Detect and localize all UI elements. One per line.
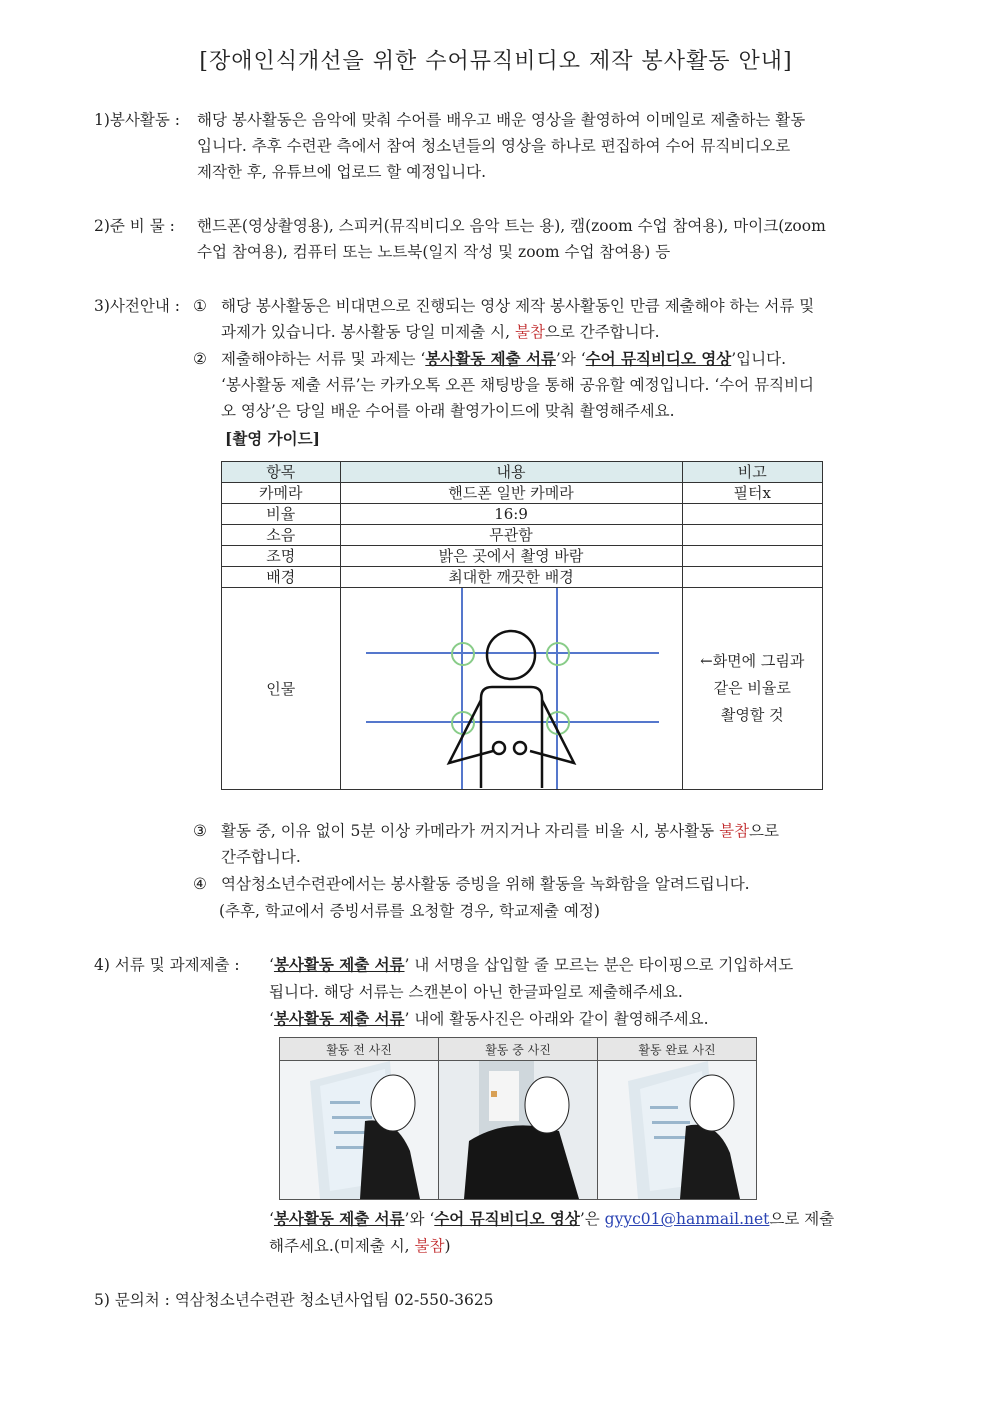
person-note-cell [682, 588, 822, 790]
paragraph-line: 해당 봉사활동은 비대면으로 진행되는 영상 제작 봉사활동인 만큼 제출해야 하는 서류 및 [221, 297, 815, 315]
table-cell: 소음 [222, 525, 341, 546]
table-cell: 조명 [222, 546, 341, 567]
photo-row [280, 1061, 757, 1200]
table-cell: 밝은 곳에서 촬영 바람 [340, 546, 682, 567]
text-run: ’와 ‘ [404, 1210, 435, 1228]
paragraph-line: 오 영상’은 당일 배운 수어를 아래 촬영가이드에 맞춰 촬영해주세요. [221, 402, 675, 420]
photo-before-image [280, 1061, 438, 1199]
photo-before-activity [280, 1061, 438, 1199]
table-row [222, 567, 823, 588]
photo-cell-after [598, 1061, 757, 1200]
paragraph-line [269, 1208, 834, 1230]
video-name-emphasis: 수어 뮤직비디오 영상 [434, 1209, 580, 1228]
table-row [222, 546, 823, 567]
person-framing-diagram [340, 588, 682, 790]
page-title: [장애인식개선을 위한 수어뮤직비디오 제작 봉사활동 안내] [199, 49, 793, 74]
paragraph-line [269, 1235, 451, 1257]
text-run: ‘ [269, 1010, 274, 1028]
paragraph-line: 입니다. 추후 수련관 측에서 참여 청소년들의 영상을 하나로 편집하여 수어 뮤직비디오로 [197, 137, 791, 155]
paragraph-line: (추후, 학교에서 증빙서류를 요청할 경우, 학교제출 예정) [219, 902, 600, 920]
table-cell: 카메라 [222, 483, 341, 504]
activity-photo-table [279, 1037, 757, 1200]
photo-cell-during [439, 1061, 598, 1200]
absence-word: 불참 [414, 1237, 445, 1255]
photo-during-activity [439, 1061, 597, 1199]
photo-after-image [598, 1061, 756, 1199]
text-run: ’ 내 서명을 삽입할 줄 모르는 분은 타이핑으로 기입하셔도 [404, 956, 794, 974]
item-number: ② [193, 350, 207, 368]
paragraph-line [269, 1008, 709, 1030]
text-run: ’입니다. [731, 350, 786, 368]
paragraph-line: 간주합니다. [221, 848, 301, 866]
note-line: 촬영할 것 [720, 706, 784, 724]
text-run: 제출해야하는 서류 및 과제는 ‘ [221, 350, 426, 368]
table-row [222, 525, 823, 546]
text-run: 해주세요.(미제출 시, [269, 1237, 415, 1255]
text-run: ’와 ‘ [555, 350, 586, 368]
text-run: ’ 내에 활동사진은 아래와 같이 촬영해주세요. [404, 1010, 709, 1028]
note-line: 같은 비율로 [713, 679, 791, 697]
section-label: 1)봉사활동 : [94, 111, 180, 129]
table-cell [682, 504, 822, 525]
header-cell: 활동 중 사진 [439, 1038, 598, 1061]
section-label: 4) 서류 및 과제제출 : [94, 956, 240, 974]
table-cell [682, 525, 822, 546]
text-run: ‘ [269, 956, 274, 974]
paragraph-line: 핸드폰(영상촬영용), 스피커(뮤직비디오 음악 트는 용), 캠(zoom 수업 참여용), 마이크(zoom [197, 217, 826, 235]
contact-info: 5) 문의처 : 역삼청소년수련관 청소년사업팀 02-550-3625 [94, 1291, 494, 1309]
paragraph-line: 수업 참여용), 컴퓨터 또는 노트북(일지 작성 및 zoom 수업 참여용) 등 [197, 243, 671, 261]
note-line: ←화면에 그림과 [700, 652, 805, 670]
table-row [222, 483, 823, 504]
text-run: 으로 간주합니다. [544, 323, 660, 341]
table-row [222, 504, 823, 525]
header-cell: 내용 [340, 462, 682, 483]
absence-word: 불참 [719, 822, 750, 840]
table-cell: 최대한 깨끗한 배경 [340, 567, 682, 588]
table-cell: 배경 [222, 567, 341, 588]
table-cell: 16:9 [340, 504, 682, 525]
paragraph-line [221, 348, 786, 370]
paragraph-line [221, 321, 660, 343]
header-cell: 활동 완료 사진 [598, 1038, 757, 1061]
table-cell: 핸드폰 일반 카메라 [340, 483, 682, 504]
filming-guide-table [221, 461, 823, 790]
doc-name-emphasis: 봉사활동 제출 서류 [273, 1209, 405, 1228]
item-number: ③ [193, 822, 207, 840]
table-cell [682, 546, 822, 567]
header-cell: 활동 전 사진 [280, 1038, 439, 1061]
text-run: ) [444, 1237, 451, 1255]
section-label: 3)사전안내 : [94, 297, 180, 315]
paragraph-line [269, 954, 793, 976]
email-link[interactable]: gyyc01@hanmail.net [604, 1210, 770, 1228]
absence-word: 불참 [514, 323, 545, 341]
photo-after-activity [598, 1061, 756, 1199]
header-cell: 항목 [222, 462, 341, 483]
header-cell: 비고 [682, 462, 822, 483]
doc-name-emphasis: 봉사활동 제출 서류 [425, 349, 556, 368]
paragraph-line: 역삼청소년수련관에서는 봉사활동 증빙을 위해 활동을 녹화함을 알려드립니다. [221, 875, 750, 893]
doc-name-emphasis: 봉사활동 제출 서류 [273, 1009, 405, 1028]
table-header-row [280, 1038, 757, 1061]
table-cell [682, 567, 822, 588]
paragraph-line: 됩니다. 해당 서류는 스캔본이 아닌 한글파일로 제출해주세요. [269, 983, 683, 1001]
text-run: 으로 [749, 822, 779, 840]
video-name-emphasis: 수어 뮤직비디오 영상 [585, 349, 732, 368]
item-number: ① [193, 297, 207, 315]
paragraph-line: 제작한 후, 유튜브에 업로드 할 예정입니다. [197, 163, 487, 181]
table-row-person [222, 588, 823, 790]
guide-title: [촬영 가이드] [225, 429, 320, 448]
section-label: 2)준 비 물 : [94, 217, 175, 235]
paragraph-line: 해당 봉사활동은 음악에 맞춰 수어를 배우고 배운 영상을 촬영하여 이메일로 제출하는 활동 [197, 111, 806, 129]
photo-during-image [439, 1061, 597, 1199]
text-run: ’은 [579, 1210, 605, 1228]
text-run: 활동 중, 이유 없이 5분 이상 카메라가 꺼지거나 자리를 비울 시, 봉사활동 [221, 822, 720, 840]
table-cell: 비율 [222, 504, 341, 525]
text-run: 과제가 있습니다. 봉사활동 당일 미제출 시, [221, 323, 515, 341]
text-run: ‘ [269, 1210, 274, 1228]
table-cell: 인물 [222, 588, 341, 790]
doc-name-emphasis: 봉사활동 제출 서류 [273, 955, 405, 974]
paragraph-line: ‘봉사활동 제출 서류’는 카카오톡 오픈 채팅방을 통해 공유할 예정입니다. ‘수어 뮤직비디 [221, 376, 815, 394]
person-framing-figure [341, 588, 681, 789]
photo-cell-before [280, 1061, 439, 1200]
table-cell: 무관함 [340, 525, 682, 546]
table-header-row [222, 462, 823, 483]
table-cell: 필터x [682, 483, 822, 504]
item-number: ④ [193, 875, 207, 893]
text-run: 으로 제출 [769, 1210, 835, 1228]
paragraph-line [221, 820, 779, 842]
